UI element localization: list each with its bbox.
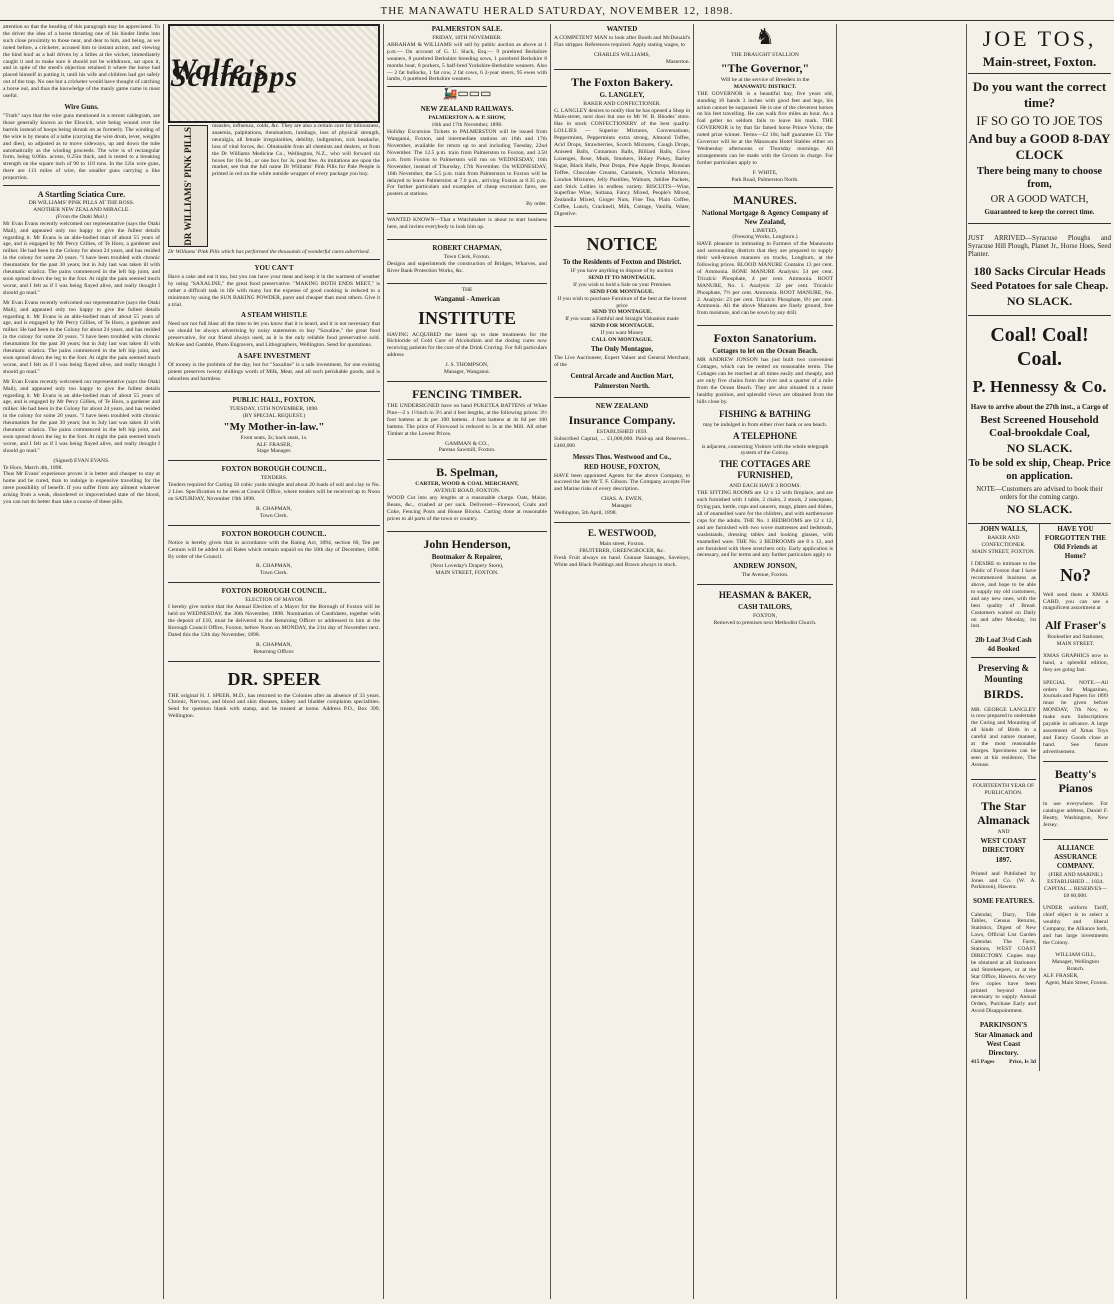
horse-icon: ♞	[755, 24, 775, 50]
chapman-sub: Town Clerk, Foxton.	[443, 253, 491, 260]
alf-graphics: XMAS GRAPHICS now to hand, a splendid edition, they are going fast.	[1043, 653, 1108, 674]
column-rule	[383, 24, 384, 1299]
spelman-addr: AVENUE ROAD, FOXTON.	[433, 488, 501, 495]
seed-line: Seed Potatoes for sale Cheap.	[970, 280, 1109, 292]
signature: By order.	[526, 201, 547, 208]
schnapps-banner: Wolfe's Schnapps	[168, 24, 380, 123]
beatty-text: in use everywhere. For catalogue address, Daniel F. Beatty, Washington, New Jersey.	[1043, 800, 1108, 828]
montague-title: The Only Montague,	[590, 345, 654, 353]
cottages-sub: AND EACH HAVE 3 ROOMS.	[729, 483, 801, 490]
alf-role: Bookseller and Stationer,	[1047, 633, 1104, 640]
column-rule	[550, 24, 551, 1299]
bakery-name: G. LANGLEY,	[599, 90, 645, 99]
special-note: SPECIAL NOTE.—All orders for Magazines, Journals and Papers for 1899 must be given before MONDAY, 7th Nov, to make sure. Subscriptions payable in advance. A large assortment of Xmas Toys and Fancy Goods close at hand. See future advertisement.	[1043, 679, 1108, 755]
clock-line: IF SO GO TO JOE TOS	[976, 113, 1103, 128]
almanack-year: FOURTEENTH YEAR OF PUBLICATION.	[972, 783, 1035, 797]
spelman-sub: CARTER, WOOD & COAL MERCHANT,	[415, 481, 519, 488]
alliance-agent-addr: Agent, Main Street, Foxton.	[1045, 979, 1108, 986]
institute-title: INSTITUTE	[417, 307, 517, 328]
westwood-text: Fresh Fruit always on hand. Gunuae Sausages, Saveloys, White and Black Puddings and Brawn always in stock.	[554, 554, 690, 568]
pink-pills-ad-text: measles, influenza, colds, &c. They are also a certain cure for biliousness, anaemia, palpitations, rheumatism, lumbago, loss of physical strength, neuralgia, all female irregularities, debility, indigestion, sick headache, loss of vital forces, &c. Obtainable from all chemists and dealers, or from the Dr Williams Medicine Co., Wellington, N.Z., who will forward six boxes for 16s 6d., or one box for 3s. post free. As imitations are upon the market, see that the full name Dr Williams' Pink Pills for Pale People is printed in red on the white outside wrapper of every package you buy.	[212, 123, 380, 178]
column-3	[387, 24, 547, 1300]
henderson-title: John Henderson,	[423, 536, 511, 551]
insurance-red-house: RED HOUSE, FOXTON,	[583, 462, 661, 471]
clock-line: There being many to choose from,	[976, 166, 1103, 190]
insurance-text-2: HAVE been appointed Agents for the above Company, to succeed the late Mr T. F. Gibson. The Company accepts Fire and Marine risks of every description.	[554, 472, 690, 493]
insurance-agents: Messrs Thos. Westwood and Co.,	[572, 452, 672, 461]
henderson-sub: Bootmaker & Repairer,	[431, 552, 503, 561]
signature-role: Park Road, Palmerston North.	[731, 176, 799, 183]
column-rule	[693, 24, 694, 1299]
ad-title: A SAFE INVESTMENT	[237, 352, 311, 361]
signature-role: Manager, Wellington Branch.	[1051, 959, 1100, 973]
cottages-addr: The Avenue, Foxton.	[741, 572, 789, 579]
manures-title: MANURES.	[733, 192, 797, 207]
article-wire-guns: "Truth" says that the wire guns mentioned in a recent cablegram, are those generally known as the Elswick, wire being wound over the barrels instead of hoops being shrunk on as formerly. The winding of the wire is by means of a lathe (carrying the wire drum, lever, weights and dies), so adjusted as to move sideways, up and down the tube automatically as the winding proceeds. The wire is of rectangular form, being 0.06in. across, 0.25in thick, and is tested to a breaking strength on the square inch of 90 to 110 tons. In the 12in wire guns, there are 113 miles of wire, the smaller guns carrying a like proportion.	[3, 112, 160, 182]
clock-line: OR A GOOD WATCH,	[990, 194, 1089, 205]
montague-text: The Live Auctioneer, Expert Valuer and General Merchant, of the	[554, 355, 690, 368]
notice-sub: To the Residents of Foxton and District.	[562, 258, 682, 267]
borough-notice-title: FOXTON BOROUGH COUNCIL.	[221, 465, 327, 474]
almanack-price: Price, Is 3d	[1009, 1058, 1036, 1065]
ad-text: Have a cake and eat it too, but you can have your meat and keep it in the warmest of weather by using "SAXALINE," the great food preservative. "MAKING BOTH ENDS MEET," is rather a difficult task in life with many but the expense of good cooking is reduced to a minimum by using the SUN BAKING POWDER, purer and cheaper than most others. Give it a trial.	[168, 273, 380, 308]
column-2	[168, 24, 380, 1300]
notice-line: SEND IT TO MONTAGUE.	[588, 274, 656, 281]
sanatorium-title: Foxton Sanatorium.	[713, 331, 817, 346]
bakery-text: G. LANGLEY desires to notify that he has opened a Shop in Main-street, next door but one to Mr W. B. Rhodes' store. Has in stock CONFECTIONERY of the best quality. LOLLIES — Superior Mixtures, Conversations, Peppermints, Peppermints extra strong, Almond Toffee, Acid Drops, Strawberries, Scotch Mixtures, Cough Drops, Aniseed Balls, Cinnamon Balls, Billiard Balls, Clove Lozenges, Rose, Musk, Smokers, Hokey Pokey, Barley Sugar, Black Balls, Pear Drops, Pine Apple Drops, Russian Toffee, Chocolate Creams, Caramels, Victoria Mixtures, London Mixtures, Jelly Pastilles, Walnuts, Jubilee Packets, and Stick Lollies in endless variety. BISCUITS—Wine, Superfine Wine, Sultana, Fancy Mixed, People's Mixed, Zealandia Mixed, Ginger Nuts, Fine Tea, Plain Coffee, Coffee, Lunch, Cracknell, Milk, Cottage, Vanilla, Water, Digestive.	[554, 107, 690, 218]
signature-role: Manager, Wanganui.	[443, 369, 491, 376]
sold-line: To be sold ex ship, Cheap. Price on application.	[968, 458, 1111, 482]
alf-street: MAIN STREET.	[1056, 640, 1095, 647]
signature-date: Te Horo, March 4th, 1898.	[3, 464, 63, 471]
henderson-street: MAIN STREET, FOXTON.	[435, 569, 499, 576]
montague-place: Palmerston North.	[594, 381, 650, 390]
public-hall-special: (BY SPECIAL REQUEST.)	[242, 412, 306, 419]
almanack-footer	[971, 1059, 1036, 1066]
spelman-title: B. Spelman,	[436, 465, 498, 480]
signature: ALF. FRASER,	[256, 441, 292, 448]
alliance-sub: (FIRE AND MARINE.)	[1048, 872, 1103, 878]
almanack-title: The Star Almanack	[977, 799, 1030, 828]
alf-text: Well send them a XMAS CARD, you can see a magnificent assortment at	[1043, 591, 1108, 612]
hennessy-title: P. Hennessy & Co.	[972, 377, 1107, 396]
walls-text: I DESIRE to intimate to the Public of Foxton that I have recommenced business as above, and hope to be able to supply my old customers, and any new ones, with the best quality of Bread. Customers waited on Daily on and after Monday, 1st inst.	[971, 561, 1036, 630]
article-sciatica: Mr Evan Evans recently welcomed our representative (says the Otaki Mail), and appeared only too happy to give the fullest details regarding it. Mr Evans is an able-bodied man of about 55 years of age, and is engaged by Mr Percy Gillies, of Te Horo, a gardener and milker. He had been in the Colony for about 24 years, and has resided in the colony for some 20 years. "I have been troubled with chronic rheumatism for the past 30 years; but in July last was taken ill with rheumatic sciatica. The pains commenced in the left hip joint, and soon spread down the leg to the foot. At night the pain seemed much worse, and I felt as if I was being flayed alive, and really thought I should go mad."	[3, 299, 160, 375]
bakery-title: The Foxton Bakery.	[571, 74, 673, 89]
signature: R. CHAPMAN,	[256, 641, 292, 648]
article-subtitle: DR WILLIAMS' PINK PILLS AT THE ROSS.	[28, 200, 135, 207]
signature: J. S. THOMPSON,	[445, 362, 489, 369]
signature-role: Returning Officer.	[253, 648, 295, 655]
signature: CHARLES WILLIAMS,	[593, 51, 651, 58]
signature-role: Town Clerk.	[260, 512, 288, 519]
notice-line: If you want a Faithful and Straight Valuation made	[565, 316, 679, 323]
westwood-title: E. WESTWOOD,	[587, 527, 657, 538]
almanack-star: Star Almanack and West Coast Directory.	[974, 1030, 1033, 1057]
sacks-line: 180 Sacks Circular Heads	[973, 264, 1106, 278]
no-slack: NO SLACK.	[1006, 502, 1073, 516]
heasman-text: Removed to premises next Methodist Church.	[713, 620, 817, 627]
ad-text: Need not not full blast all the time to let you know that it is heard, and it is not necessary that we should be always advertising by noisy statements to buy "Saxaline," the great food preservative, for our friend always used, as it is the only reliable food preservative sold. McKee and Gamble, Photo Engravers, and Lithographers, Wellington. Send for quotations.	[168, 321, 380, 349]
beatty-title: Beatty's Pianos	[1054, 767, 1097, 796]
column-5	[697, 24, 833, 1300]
almanack-directory: WEST COAST DIRECTORY	[980, 837, 1027, 855]
notice-line: If you want Money	[600, 330, 644, 337]
borough-notice-sub: ELECTION OF MAYOR	[245, 597, 303, 604]
almanack-and: AND	[997, 829, 1010, 836]
notice-line: If you wish to purchase Furniture of the best at the lowest price	[557, 295, 687, 309]
almanack-features: SOME FEATURES.	[973, 896, 1034, 905]
manures-works: (Freezing Works, Longburn.)	[732, 234, 798, 241]
ad-title: A STEAM WHISTLE	[240, 311, 307, 320]
fencing-title: FENCING TIMBER.	[412, 387, 522, 401]
ad-text: Of money is the problem of the day, but for "Saxaline" is a safe investment, for one existing potent preserves twenty shillings worth of Milk, Meat, and all such perishable goods, and is odourless and harmless.	[168, 362, 380, 382]
heasman-town: FOXTON,	[753, 613, 777, 620]
notice-line: SEND TO MONTAGUE.	[591, 309, 653, 316]
wanted-text: A COMPETENT MAN to look after Booth and McDonald's Flax stripper. References required. Apply stating wages, to	[554, 35, 690, 48]
montague-mart: Central Arcade and Auction Mart,	[570, 371, 674, 380]
public-hall-date: TUESDAY, 15TH NOVEMBER, 1898.	[229, 405, 319, 412]
railways-sub: PALMERSTON A. & P. SHOW,	[428, 115, 506, 122]
birds-text: MR. GEORGE LANGLEY is now prepared to undertake the Curing and Mounting of all kinds of Birds in a careful and nature manner, at the most reasonable charges. Specimens can be seen at his residence, The Avenue.	[971, 706, 1036, 768]
telephone-title: A TELEPHONE	[732, 430, 798, 441]
masthead: THE MANAWATU HERALD SATURDAY, NOVEMBER 12, 1898.	[0, 0, 1114, 21]
sale-date: FRIDAY, 18TH NOVEMBER.	[432, 35, 502, 41]
signature-role: Stage Manager.	[256, 448, 292, 455]
insurance-text: Subscribed Capital, ... £1,000,000. Paid-up and Reserves... £460,000	[554, 435, 690, 449]
chapman-text: Designs and superintends the construction of Bridges, Wharves, and River Bank Protection Works, &c.	[387, 260, 547, 274]
signature-role: Manager.	[611, 503, 633, 510]
dr-speer-title: DR. SPEER	[227, 668, 321, 689]
signature-role: Paretao Sawmill, Foxton.	[438, 447, 496, 454]
railways-title: NEW ZEALAND RAILWAYS.	[420, 105, 514, 114]
arrived-text: JUST ARRIVED—Syracuse Ploughs and Syracuse Hill Plough, Planet Jr., Horse Hoes, Seed Planter.	[968, 234, 1111, 258]
notice-line: IF you have anything to dispose of by auction	[570, 268, 674, 275]
article-sciatica: Mr Evan Evans recently welcomed our representative (says the Otaki Mail), and appeared only too happy to give the fullest details regarding it. Mr Evans is an able-bodied man of about 55 years of age, and is engaged by Mr Percy Gillies, of Te Horo, a gardener and milker. He had been in the Colony for about 24 years, and has resided in the colony for some 20 years. "I have been troubled with chronic rheumatism for the past 30 years; but in July last was taken ill with rheumatic sciatica. The pains commenced in the left hip joint, and soon spread down the leg to the foot. At night the pain seemed much worse, and I felt as if I was being flayed alive, and really thought I should go mad."	[3, 378, 160, 454]
public-hall-prices: Front seats, 2s; back seats, 1s.	[240, 434, 308, 441]
signature: R. CHAPMAN,	[256, 563, 292, 570]
almanack-text: Calendar, Diary, Tide Tables, Census Returns, Statistics, Digest of New Laws, Official List Garden Calendar. The Farm, Stations, WEST COAST DIRECTORY. Copies may be obtained at all Stationers and Storekeepers, or at the Star Office, Hawera. As very few copies have been printed beyond those necessary to supply Annual Orders, Purchase Early and Avoid Disappointment.	[971, 911, 1036, 1015]
fishing-text: may be indulged in from either river bank or sea beach.	[702, 421, 828, 428]
borough-notice-sub: TENDERS.	[260, 475, 288, 482]
article-source: (From the Otaki Mail.)	[55, 213, 108, 220]
cargo-line: Have to arrive about the 27th inst., a Cargo of	[970, 403, 1109, 411]
clock-question: Do you want the correct time?	[972, 79, 1107, 110]
signature: (Signed) EVAN EVANS.	[53, 457, 110, 464]
notice-title: NOTICE	[586, 234, 658, 255]
cottages-name: ANDREW JONSON,	[733, 562, 797, 571]
insurance-est: ESTABLISHED 1859.	[596, 428, 648, 435]
alf-title: Alf Fraser's	[1045, 617, 1106, 632]
manures-company: National Mortgage & Agency Company of New Zealand,	[701, 208, 829, 226]
walls-loaf: 2lb Loaf 3½d Cash 4d Booked	[975, 635, 1032, 653]
signature: R. CHAPMAN,	[256, 505, 292, 512]
walls-role: BAKER AND CONFECTIONER.	[981, 535, 1026, 548]
column-rule	[163, 24, 164, 1299]
signature: CHAS. A. EWEN,	[601, 496, 643, 503]
pink-pills-box-image	[168, 125, 208, 247]
article-title-sciatica: A Startling Sciatica Cure.	[37, 190, 126, 200]
preserving-title: Preserving & Mounting	[977, 662, 1030, 684]
institute-the: THE	[461, 286, 473, 293]
sale-title: PALMERSTON SALE.	[431, 25, 503, 33]
column-7	[968, 24, 1111, 1300]
wanted-known-text: WANTED KNOWN—That a Watchmaker is about to start business here, and invites everybody to look him up.	[387, 217, 547, 231]
borough-notice-title: FOXTON BOROUGH COUNCIL.	[221, 587, 327, 596]
stallion-text: THE GOVERNOR is a beautiful bay, five years old, standing 16 hands 3 inches with good feet and legs, his action cannot be surpassed. He is one of the cleverest horses on his feet travelling. He can walk five miles an hour. As a foal gelter no seldom fails to leave his mark. THE GOVERNOR is by that far famed horse Prince Victor, the noted prize winner. Terms—£2 10s; half guarantee £3. The Governor will be at the Manawatu Hotel Stables either on Wednesday afternoons or Thursday mornings. All arrangements can be made with the Groom in charge. For further particulars apply to	[697, 90, 833, 166]
institute-text: HAVING ACQUIRED the latest up to date treatments for the Bichloride of Gold Cure of Alcoholism and the dosing cures now receiving patients for the cure of the Drink Craving. For full particulars address	[387, 331, 547, 359]
cottages-text: THE SITTING ROOMS are 12 x 12 with fireplace, and are each furnished with 1 table, 2 chairs, 2 stools, 2 saucepans, frying pan, kettle, cups and saucers, mugs, plates and dishes, all of enamelled ware for the children, and with earthenware cups for the adults. THE No. 1 BEDROOMS are 12 x 12, and are furnished with two wove mattresses and bedsteads, washstands, dressing tables and looking glasses, with enamelled ware. THE No. 2 BEDROOMS are 8 x 12, and are furnished with three stretchers only. Early application is necessary, and for terms and any further particulars apply to	[697, 490, 833, 559]
joe-tos-title: JOE TOS,	[982, 26, 1097, 51]
article-tail: Thus Mr Evans' experience proves it is better and cheaper to stay at home and be cured, than to indulge in expensive travelling for the mere possibility of benefit. If you suffer from any ailment whatever arising from a weak, disordered or impoverished state of the blood, you can not do better than take a course of these pills.	[3, 471, 160, 506]
bakery-role: BAKER AND CONFECTIONER.	[583, 100, 661, 107]
insurance-title: Insurance Company.	[568, 412, 676, 427]
stallion-name: "The Governor,"	[720, 60, 810, 75]
insurance-nz: NEW ZEALAND	[595, 401, 649, 410]
train-icon: 🚂▭▭▭	[442, 86, 492, 101]
cottages-title: THE COTTAGES ARE FURNISHED,	[719, 459, 811, 481]
almanack-publisher: Printed and Published by Jones and Co. (W. A. Parkinson), Hawera.	[971, 870, 1036, 891]
alliance-est: ESTABLISHED ... 1824.	[1047, 878, 1104, 885]
manures-ltd: LIMITED,	[752, 227, 778, 234]
signature: GAMMAN & CO.,	[445, 440, 489, 447]
signature-role: Masterton.	[665, 58, 690, 65]
westwood-role: FRUITERER, GREENGROCER, &c.	[579, 547, 665, 554]
stallion-service: Will be at the service of Breeders in the	[720, 76, 810, 83]
telephone-text: is adjacent, connecting Visitors with the whole telegraph system of the Colony.	[701, 443, 829, 457]
insurance-date: Wellington, 5th April, 1898.	[554, 510, 617, 517]
column-rule	[836, 24, 837, 1299]
signature-role: Town Clerk.	[260, 570, 288, 577]
almanack-year-number: 1897.	[995, 856, 1012, 865]
column-1	[3, 24, 160, 1300]
institute-name: Wanganui - American	[434, 294, 500, 303]
alliance-capital: CAPITAL ... RESERVES—£8 60,000.	[1043, 885, 1108, 899]
joe-tos-address: Main-street, Foxton.	[982, 54, 1097, 69]
westwood-sub: Main street, Foxton.	[599, 540, 645, 547]
walls-address: MAIN STREET, FOXTON.	[971, 548, 1036, 555]
notice-line: SEND FOR MONTAGUE.	[589, 323, 655, 330]
column-4	[554, 24, 690, 1300]
chapman-title: ROBERT CHAPMAN,	[432, 243, 502, 252]
dr-speer-text: THE original H. J. SPEER, M.D., has returned to the Colonies after an absence of 33 years. Chronic, Nervous, and blood and skin diseases, kidney and bladder complaints specialities. Send for question blank with stamp, and be treated at home. Address P.O., Box 399, Wellington.	[168, 692, 380, 720]
henderson-addr: (Next Loveday's Drapery Store),	[430, 562, 504, 569]
walls-title: JOHN WALLS,	[979, 525, 1028, 533]
stallion-title: THE DRAUGHT STALLION	[731, 52, 799, 58]
fishing-title: FISHING & BATHING	[719, 408, 811, 419]
pills-caption: Dr Williams' Pink Pills which has performed the thousands of wonderful cures advertised.	[168, 249, 370, 255]
alf-question: HAVE YOU FORGOTTEN THE Old Friends at Home?	[1044, 525, 1107, 560]
heasman-title: HEASMAN & BAKER,	[718, 590, 812, 601]
ad-title: YOU CAN'T	[254, 263, 294, 272]
borough-notice-text: Tenders required for Carting 50 cubic yards shingle and about 20 loads of soil and clay to No. 2 Line. Specification to be seen at Council Office, where tenders will be received up to Noon on SATURDAY, November 19th 1898.	[168, 482, 380, 503]
clock-line: Guaranteed to keep the correct time.	[984, 208, 1095, 216]
no-slack: NO SLACK.	[1006, 441, 1073, 455]
railways-dates: 16th and 17th November, 1898.	[431, 122, 503, 129]
wanted-title: WANTED	[606, 25, 638, 33]
article-subtitle: ANOTHER NEW ZEALAND MIRACLE.	[33, 206, 130, 213]
coal-headline: Coal! Coal! Coal.	[990, 324, 1089, 370]
alliance-title: ALLIANCE ASSURANCE COMPANY.	[1054, 844, 1097, 870]
article-sciatica: Mr Evan Evans recently welcomed our representative (says the Otaki Mail), and appeared only too happy to give the fullest details regarding it. Mr Evans is an able-bodied man of about 55 years of age, and is engaged by Mr Percy Gillies, of Te Horo, a gardener and milker. He had been in the Colony for about 24 years, and has resided in the colony for some 20 years. "I have been troubled with chronic rheumatism for the past 30 years; but in July last was taken ill with rheumatic sciatica. The pains commenced in the left hip joint, and soon spread down the leg to the foot. At night the pain seemed much worse, and I felt as if I was being flayed alive, and really thought I should go mad."	[3, 220, 160, 296]
stallion-district: MANAWATU DISTRICT.	[733, 83, 797, 90]
notice-line: CALL ON MONTAGUE.	[591, 337, 653, 344]
borough-notice-title: FOXTON BOROUGH COUNCIL.	[221, 529, 327, 538]
heasman-role: CASH TAILORS,	[738, 603, 792, 612]
birds-title: BIRDS.	[983, 686, 1024, 701]
borough-notice-text: I hereby give notice that the Annual Election of a Mayor for the Borough of Foxton will be held on WEDNESDAY, the 30th November, 1898. Nomination of Candidates, together with the deposit of £10, must be delivered to the Returning Officer or addressed to him at the Borough Council Office, Foxton, before Noon on MONDAY, the 21st day of November next. Dated this the 12th day November, 1898.	[168, 604, 380, 638]
notice-line: SEND FOR MONTAGUE.	[589, 288, 655, 295]
column-rule	[966, 24, 967, 1299]
sanatorium-sub: Cottages to let on the Ocean Beach.	[712, 347, 818, 356]
article-intro: attention so that the heading of this paragraph may be appreciated. To the driver the idea of a horse thrusting one of his hinder limbs into such close proximity to those near, and dear to him, and being, as we noted before, a cricketer, accused him to instant action, and viewing the hind hoof as a ball driven by a Stiles at the wicket, immediately caught it and to make sure it should not be withdrawn, sat upon it, and in spite of the steed's objection retained it where the horse had placed himself in putting it, until his wife and children had got safely out of the trap. No one but a cricketer would have thought of catching a horse out, and thus the knowledge of the manly game came in most useful.	[3, 24, 160, 100]
railways-text: Holiday Excursion Tickets to PALMERSTON will be issued from Wanganui, Foxton, and intermediate stations on 16th and 17th November, available for return up to and including Tuesday, 22nd November. The 12.5 p.m. train from Palmerston to Foxton, and 3.50 p.m. from Foxton to Palmerston will run on WEDNESDAY, 16th November, instead of Thursday, 17th November. On WEDNESDAY, 16th November, the 5.5 p.m. train from Palmerston to Foxton will be delayed to leave Palmerston at 7.0 p.m., arriving Foxton at 8.35 p.m. For further particulars and examples of cheap excursion fares, see posters at stations.	[387, 129, 547, 198]
coal-type: Best Screened Household Coal-brookdale Coal,	[980, 414, 1099, 439]
almanack-parkinson: PARKINSON'S	[979, 1020, 1028, 1029]
signature: F. WHITE,	[752, 169, 778, 176]
article-title-wire-guns: Wire Guns.	[64, 102, 99, 111]
notice-line: If you wish to hold a Sale on your Premises	[573, 281, 671, 288]
borough-notice-text: Notice is hereby given that in accordance with the Rating Act, 1894, section 60, Ten per Centum will be added to all Rates which remain unpaid on the 10th day of December, 1898. By order of the Council.	[168, 539, 380, 560]
alf-no: No?	[1060, 565, 1091, 585]
sale-text: ABRAHAM & WILLIAMS will sell by public auction as above at 1 p.m.— On account of G. U. Slack, Esq.— 9 purebred Berkshire weaners, 8 purebred Berkshire breeding sows, 1 purebred Berkshire 8 months boar, 8 porkers, 5 half-bred Yorkshire-Berkshire weaners. Also— 2 fat bullocks, 1 fat cow, 2 fat cows, 6 2-year steers, 95 ewes with lambs, 6 purebred Berkshire weaners.	[387, 41, 547, 83]
coal-note: NOTE—Customers are advised to book their orders for the coming cargo.	[976, 485, 1103, 501]
sanatorium-text: MR ANDREW JONSON has just built two convenient Cottages, which can be rented on reasonable terms. The Cottages can be reached at all times easily and cheaply, and are only five chains from the river and a quarter of a mile from the Ocean Beach. They are also situated in a most healthy position, and splendid views are obtained from the hills close by.	[697, 357, 833, 405]
fencing-text: THE UNDERSIGNED have on hand PUKETEA BATTENS of White Pine—2 x 1½inch in 3½ and 4 feet lengths, at the following prices: 3½ foot battens at 4s per 100 battens. 4 foot battens at 4s 6d per 100 battens. The price of Firewood is reduced to 3s at the Mill. All other Timber at the Lowest Prices.	[387, 403, 547, 437]
public-hall-title: PUBLIC HALL, FOXTON.	[232, 395, 316, 404]
almanack-pages: 415 Pages	[971, 1058, 995, 1065]
alliance-text: UNDER uniform Tariff, chief object is to select a wealthy and liberal Company, the Alliance both, and has large investments the Colony.	[1043, 905, 1108, 946]
manures-text: HAVE pleasure in intimating to Farmers of the Manawatu and surrounding districts that they are prepared to supply their well-known manures on trucks, Longburn, at the following prices. BLOOD MANURE Contains 13 per cent. of Ammonia. BONE MANURE Analysis: 54 per cent. Tricalcic Phosphate, 4 per cent. Ammonia. ROOT MANURE, No. 1. Analysis: 32 per cent. Tricalcic Phosphate, 7½ per cent. Ammonia. ROOT MANURE, No. 2. Analysis: 23 per cent. Tricalcic Phosphate, 8½ per cent. Ammonia. All the above Manures are finely ground, free from moisture, and can be sown by any drill.	[697, 241, 833, 317]
spelman-text: WOOD Cut into any lengths at a reasonable charge. Oats, Maize, Beans, &c., crushed at per sack. Delivered—Firewood, Coals and Coke, Fencing Posts and House Blocks. Carting done at reasonable prices to all parts of the town or country.	[387, 495, 547, 522]
alliance-agent: ALF. FRASER,	[1043, 972, 1079, 979]
no-slack: NO SLACK.	[1006, 294, 1073, 308]
signature: WILLIAM GILL,	[1055, 952, 1096, 959]
public-hall-play: "My Mother-in-law."	[223, 420, 325, 433]
clock-line: And buy a GOOD 8-DAY CLOCK	[968, 131, 1111, 162]
pills-box-label: DR WILLIAMS' PINK PILLS	[182, 126, 193, 246]
